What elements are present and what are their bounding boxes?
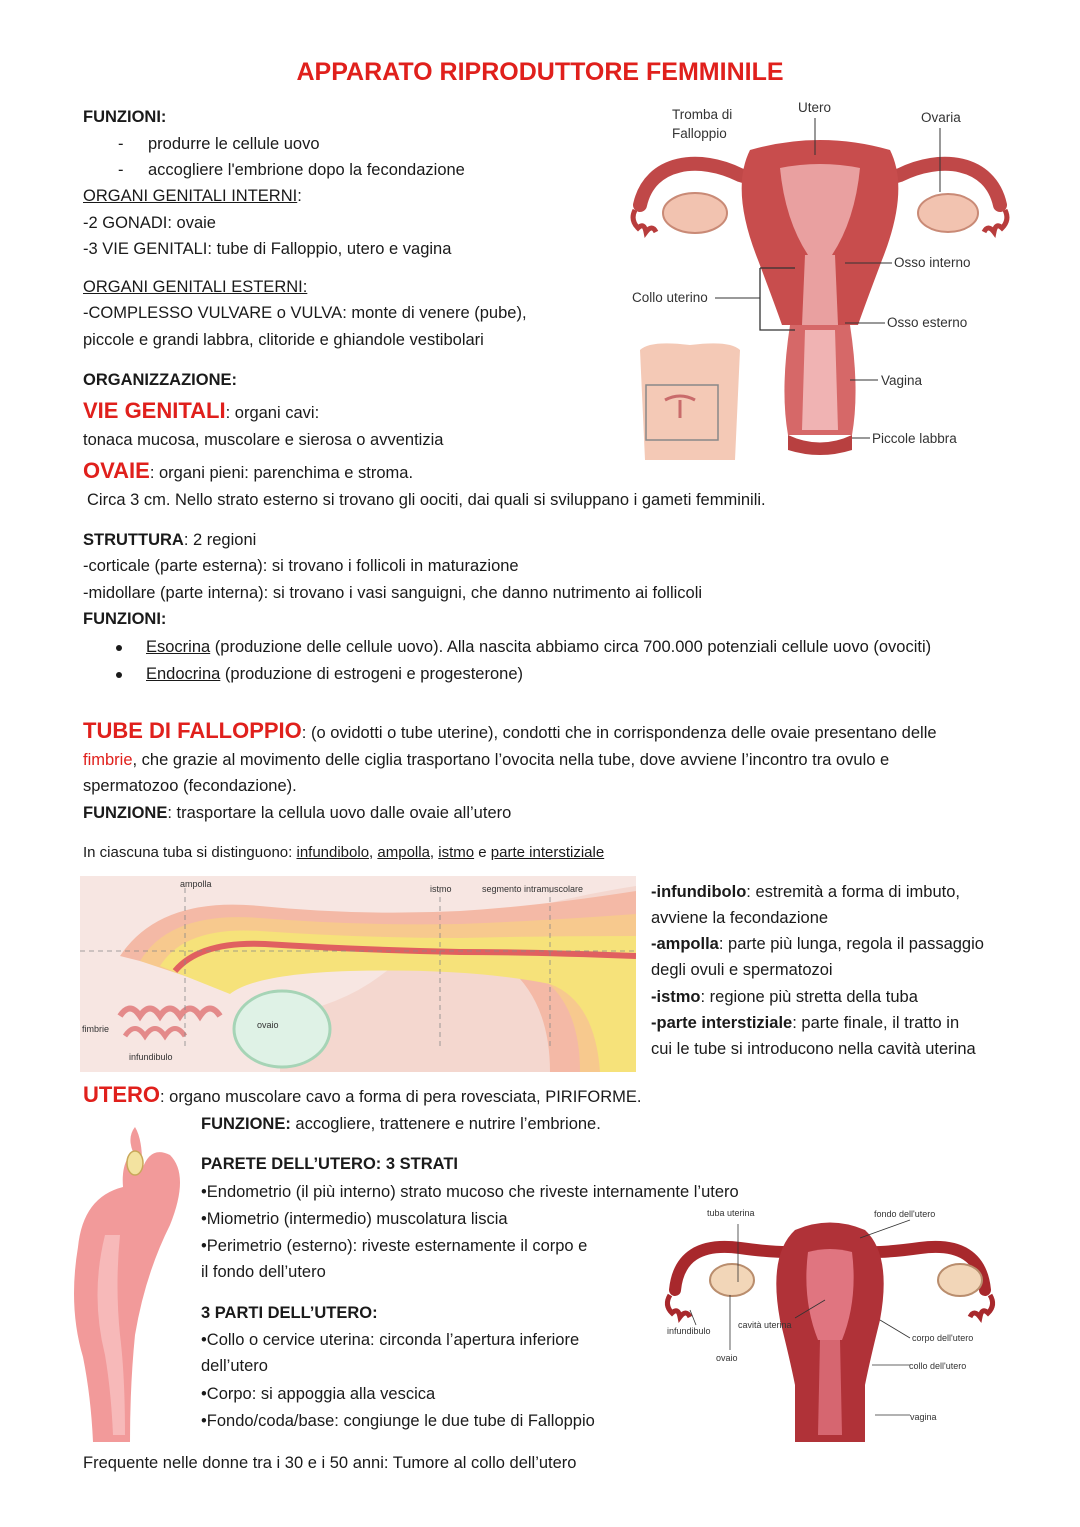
label-segmento: segmento intramuscolare — [482, 884, 584, 894]
label-infundibulo-2: infundibulo — [667, 1326, 711, 1336]
label-infundibulo: infundibulo — [129, 1052, 173, 1062]
parte-collo-2: dell’utero — [201, 1357, 268, 1375]
tube-heading: TUBE DI FALLOPPIO: (o ovidotti o tube uterine), condotti che in corrispondenza delle ovaie presentano delle — [83, 718, 937, 743]
funzione-item: produrre le cellule uovo — [148, 135, 320, 153]
label-tromba: Tromba di — [672, 107, 733, 122]
vie-genitali-line: -3 VIE GENITALI: tube di Falloppio, utero e vagina — [83, 240, 452, 258]
label-piccole-labbra: Piccole labbra — [872, 431, 957, 446]
label-istmo: istmo — [430, 884, 452, 894]
label-osso-interno: Osso interno — [894, 255, 971, 270]
label-vagina-2: vagina — [910, 1412, 937, 1422]
label-ovaio: ovaio — [257, 1020, 279, 1030]
vulva-line-2: piccole e grandi labbra, clitoride e ghiandole vestibolari — [83, 331, 484, 349]
strato-perimetrio: •Perimetrio (esterno): riveste esternamente il corpo e — [201, 1237, 588, 1255]
dash: - — [118, 135, 124, 153]
tube-desc: fimbrie, che grazie al movimento delle ciglia trasportano l’ovocita nella tube, dove avviene l’incontro tra ovulo e — [83, 751, 890, 769]
label-tuba-uterina: tuba uterina — [707, 1208, 755, 1218]
label-ampolla: ampolla — [180, 879, 212, 889]
tube-desc-2: spermatozoo (fecondazione). — [83, 777, 297, 795]
vie-genitali-desc: tonaca mucosa, muscolare e sierosa o avventizia — [83, 431, 444, 449]
part-ampolla-2: degli ovuli e spermatozoi — [651, 961, 833, 979]
parti-heading: 3 PARTI DELL’UTERO: — [201, 1304, 378, 1322]
ovaie-heading: OVAIE: organi pieni: parenchima e stroma. — [83, 458, 414, 483]
part-istmo: -istmo: regione più stretta della tuba — [651, 988, 918, 1006]
part-interstiziale: -parte interstiziale: parte finale, il tratto in — [651, 1014, 960, 1032]
funzione-esocrina: Esocrina (produzione delle cellule uovo). Alla nascita abbiamo circa 700.000 potenziali cellule uovo (ovociti) — [116, 638, 931, 658]
label-collo-uterino: Collo uterino — [632, 290, 708, 305]
bullet-icon — [116, 672, 122, 678]
gonadi-line: -2 GONADI: ovaie — [83, 214, 216, 232]
utero-heading: UTERO: organo muscolare cavo a forma di pera rovesciata, PIRIFORME. — [83, 1082, 642, 1107]
part-infundibolo-2: avviene la fecondazione — [651, 909, 829, 927]
label-cavita-uterina: cavità uterina — [738, 1320, 792, 1330]
uterus-side-figure — [50, 1115, 200, 1445]
uterus-frontal-figure — [660, 1210, 1000, 1445]
tube-distinzione: In ciascuna tuba si distinguono: infundibolo, ampolla, istmo e parte interstiziale — [83, 844, 605, 861]
strato-endometrio: •Endometrio (il più interno) strato mucoso che riveste internamente l’utero — [201, 1183, 739, 1201]
organi-esterni-heading: ORGANI GENITALI ESTERNI: — [83, 278, 308, 296]
label-ovaria: Ovaria — [921, 110, 961, 125]
organizzazione-heading: ORGANIZZAZIONE: — [83, 371, 237, 389]
label-collo-utero: collo dell'utero — [909, 1361, 967, 1371]
funzioni-heading: FUNZIONI: — [83, 108, 167, 126]
vulva-line: -COMPLESSO VULVARE o VULVA: monte di venere (pube), — [83, 304, 527, 322]
parte-fondo: •Fondo/coda/base: congiunge le due tube di Falloppio — [201, 1412, 595, 1430]
uterus-anatomy-figure — [620, 100, 1020, 475]
vie-genitali-heading: VIE GENITALI: organi cavi: — [83, 398, 320, 423]
ovaie-desc: Circa 3 cm. Nello strato esterno si trovano gli oociti, dai quali si sviluppano i gameti femminili. — [87, 491, 766, 509]
utero-funzione: FUNZIONE: accogliere, trattenere e nutrire l’embrione. — [201, 1115, 601, 1133]
label-ovaio-2: ovaio — [716, 1353, 738, 1363]
label-fondo-utero: fondo dell'utero — [874, 1209, 936, 1219]
label-utero: Utero — [798, 100, 832, 115]
label-falloppio: Falloppio — [672, 126, 727, 141]
dash: - — [118, 161, 124, 179]
tube-funzione: FUNZIONE: trasportare la cellula uovo dalle ovaie all’utero — [83, 804, 512, 822]
label-vagina: Vagina — [881, 373, 923, 388]
page-title: APPARATO RIPRODUTTORE FEMMINILE — [296, 58, 784, 86]
ovaie-funzioni-heading: FUNZIONI: — [83, 610, 167, 628]
fallopian-tube-figure — [80, 876, 636, 1072]
struttura-midollare: -midollare (parte interna): si trovano i vasi sanguigni, che danno nutrimento ai follicoli — [83, 584, 703, 602]
label-fimbrie: fimbrie — [82, 1024, 110, 1034]
part-infundibolo: -infundibolo: estremità a forma di imbuto, — [651, 883, 960, 901]
struttura-corticale: -corticale (parte esterna): si trovano i follicoli in maturazione — [83, 557, 519, 575]
parte-collo: •Collo o cervice uterina: circonda l’apertura inferiore — [201, 1331, 580, 1349]
part-interstiziale-2: cui le tube si introducono nella cavità uterina — [651, 1040, 976, 1058]
label-corpo-utero: corpo dell'utero — [912, 1333, 974, 1343]
struttura-heading: STRUTTURA: 2 regioni — [83, 531, 257, 549]
funzione-endocrina: Endocrina (produzione di estrogeni e progesterone) — [116, 665, 523, 685]
part-ampolla: -ampolla: parte più lunga, regola il passaggio — [651, 935, 984, 953]
bullet-icon — [116, 645, 122, 651]
strato-perimetrio-2: il fondo dell’utero — [201, 1263, 326, 1281]
organi-interni-heading: ORGANI GENITALI INTERNI: — [83, 187, 302, 205]
parte-corpo: •Corpo: si appoggia alla vescica — [201, 1385, 436, 1403]
final-note: Frequente nelle donne tra i 30 e i 50 anni: Tumore al collo dell’utero — [83, 1454, 577, 1472]
strato-miometrio: •Miometrio (intermedio) muscolatura liscia — [201, 1210, 508, 1228]
parete-heading: PARETE DELL’UTERO: 3 STRATI — [201, 1155, 458, 1173]
funzione-item: accogliere l'embrione dopo la fecondazione — [148, 161, 465, 179]
label-osso-esterno: Osso esterno — [887, 315, 968, 330]
